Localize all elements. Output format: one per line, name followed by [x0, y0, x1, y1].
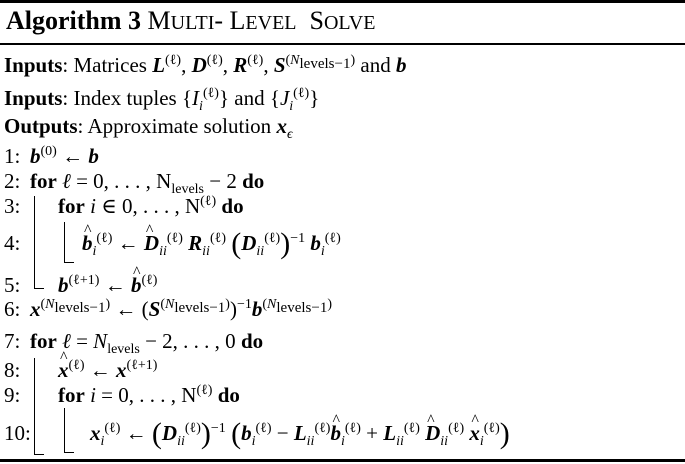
for-block-end — [34, 288, 44, 289]
algo-line-2: for ℓ = 0, . . . , $N_{levels} - 2$ do — [30, 169, 265, 198]
algo-line-3: for i ∈ 0, . . . , $N^{(\ell)}$ do — [58, 194, 244, 218]
inner-for-block-guide — [64, 222, 65, 262]
inner-for-block-guide-2 — [64, 408, 65, 452]
line-number: 6: — [4, 297, 21, 321]
line-number: 5: — [4, 273, 21, 297]
for-block-guide — [34, 196, 35, 288]
inputs-index-line: Inputs: Index tuples $\{I_i^{(\ell)}\}$ and $\{J_i^{(\ell)}\}$ — [4, 86, 320, 115]
line-number: 7: — [4, 329, 21, 353]
algo-line-6: $x^{(N_{levels-1})}$ ← $(S^{(N_{levels-1})})^{-1}b^{(N_{levels-1})}$ — [30, 297, 333, 321]
inputs-matrices-line: Inputs: Matrices $L^{(\ell)}$, $D^{(\ell)}$, $R^{(\ell)}$, $S^{(N_{levels-1})}$ and b — [4, 53, 407, 77]
algo-line-7: for ℓ = $N_{levels} - 2$, . . . , 0 do — [30, 329, 264, 358]
line-number: 9: — [4, 383, 21, 407]
bottom-rule — [0, 459, 685, 462]
algo-line-1: $b^{(0)}$ ← b — [30, 144, 99, 168]
line-number: 2: — [4, 169, 21, 193]
algo-line-9: for i = 0, . . . , $N^{(\ell)}$ do — [58, 383, 240, 407]
inner-for-block-end — [64, 262, 74, 263]
line-number: 10: — [4, 421, 31, 445]
algorithm-label: Algorithm 3 — [6, 6, 142, 35]
algorithm-name: MULTI- LEVEL SOLVE — [147, 6, 376, 35]
algo-line-10: $x_i^{(\ell)}$ ← $(D_{ii}^{(\ell)})^{-1}$ ($b_i^{(\ell)}$ − $L_{ii}^{(\ell)}\^{}$ $b_i^{(\ell)} + L_{ii}^{(\ell)}$ ^ $D_{ii}^{(\ell)}$ ^ $x_i^{(\ell)}$) — [90, 420, 510, 447]
line-number: 3: — [4, 194, 21, 218]
outputs-line: Outputs: Approximate solution $x_\epsilon$ — [4, 114, 293, 143]
for-block-guide-2 — [34, 358, 35, 454]
algorithm-title — [6, 6, 375, 38]
line-number: 8: — [4, 358, 21, 382]
top-rule — [0, 0, 685, 3]
algo-line-8: ^ $x^{(\ell)}$ ← $x^{(\ell+1)}$ — [58, 357, 157, 383]
line-number: 1: — [4, 144, 21, 168]
for-block-end-2 — [34, 454, 44, 455]
algo-line-4: ^ $b_i^{(\ell)}$ ← ^ $D_{ii}^{(\ell)}$ $R_{ii}^{(\ell)}$ $(D_{ii}^{(\ell)})^{-1}$ $b_i^{(\ell)}$ — [82, 230, 341, 257]
header-rule — [0, 43, 685, 45]
algo-line-5: $b^{(\ell+1)}$ ← ^ $b^{(\ell)}$ — [58, 272, 157, 298]
inner-for-block-end-2 — [64, 452, 74, 453]
line-number: 4: — [4, 231, 21, 255]
